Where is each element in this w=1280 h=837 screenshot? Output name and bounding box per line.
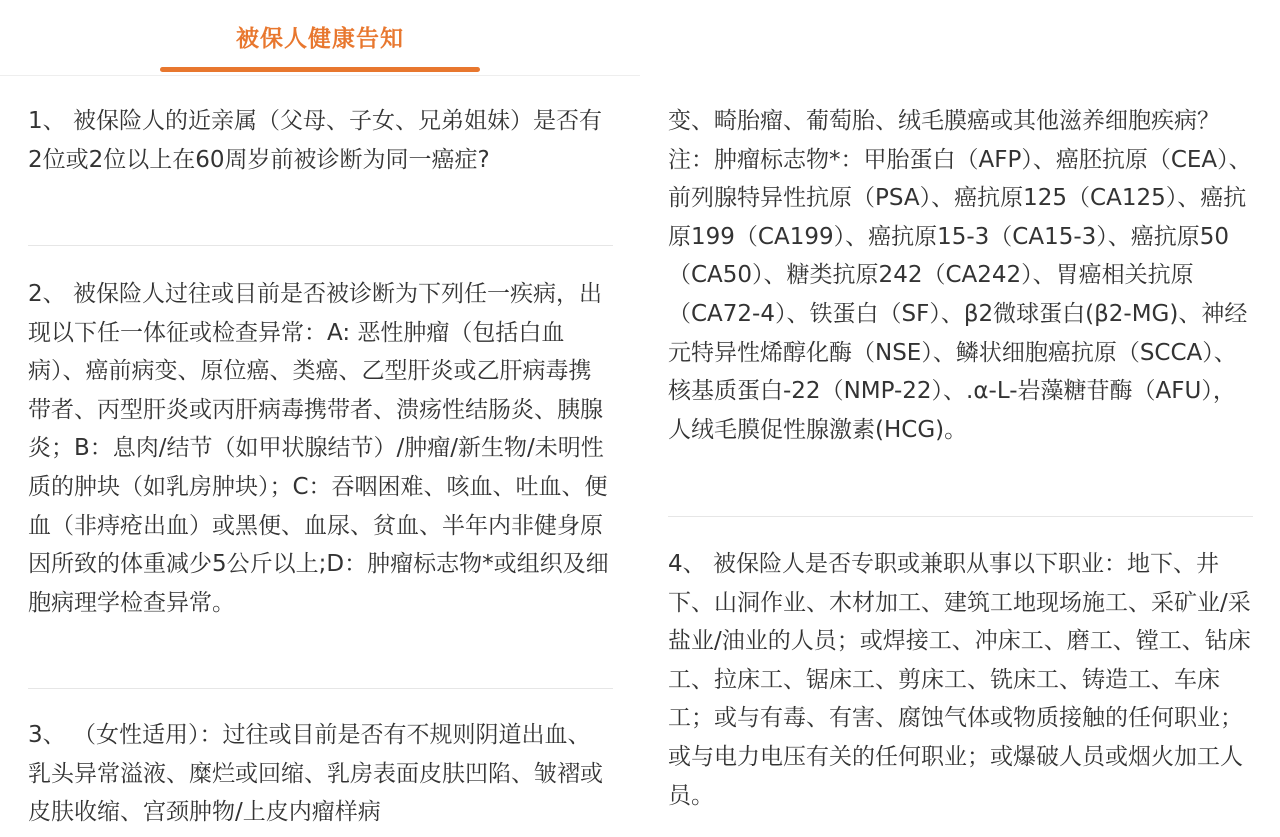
question-1: 1、 被保险人的近亲属（父母、子女、兄弟姐妹）是否有2位或2位以上在60周岁前被诊断为同一癌症? — [28, 108, 602, 173]
divider-3 — [668, 516, 1253, 517]
tab-health-declaration[interactable]: 被保人健康告知 — [236, 26, 404, 52]
question-3-continued: 变、畸胎瘤、葡萄胎、绒毛膜癌或其他滋养细胞疾病？注：肿瘤标志物*：甲胎蛋白（AFP）、癌胚抗原（CEA）、前列腺特异性抗原（PSA）、癌抗原125（CA125）、癌抗原199（CA199）、癌抗原15-3（CA15-3）、癌抗原50（CA50）、糖类抗原242（CA242）、胃癌相关抗原（CA72-4）、铁蛋白（SF）、β2微球蛋白(β2-MG)、神经元特异性烯醇化酶（NSE）、鳞状细胞癌抗原（SCCA）、核基质蛋白-22（NMP-22）、.α-L-岩藻糖苷酶（AFU），人绒毛膜促性腺激素(HCG)。 — [668, 108, 1252, 443]
question-4: 4、 被保险人是否专职或兼职从事以下职业：地下、井下、山洞作业、木材加工、建筑工地现场施工、采矿业/采盐业/油业的人员；或焊接工、冲床工、磨工、镗工、钻床工、拉床工、锯床工、剪床工、铣床工、铸造工、车床工；或与有毒、有害、腐蚀气体或物质接触的任何职业；或与电力电压有关的任何职业；或爆破人员或烟火加工人员。 — [668, 551, 1251, 809]
question-2: 2、 被保险人过往或目前是否被诊断为下列任一疾病，出现以下任一体征或检查异常：A: 恶性肿瘤（包括白血病）、癌前病变、原位癌、类癌、乙型肝炎或乙肝病毒携带者、丙型肝炎或丙肝病毒携带者、溃疡性结肠炎、胰腺炎；B：息肉/结节（如甲状腺结节）/肿瘤/新生物/未明性质的肿块（如乳房肿块）；C：吞咽困难、咳血、吐血、便血（非痔疮出血）或黑便、血尿、贫血、半年内非健身原因所致的体重减少5公斤以上;D：肿瘤标志物*或组织及细胞病理学检查异常。 — [28, 281, 609, 616]
question-3-start: 3、 （女性适用）：过往或目前是否有不规则阴道出血、乳头异常溢液、糜烂或回缩、乳房表面皮肤凹陷、皱褶或皮肤收缩、宫颈肿物/上皮内瘤样病 — [28, 722, 603, 826]
